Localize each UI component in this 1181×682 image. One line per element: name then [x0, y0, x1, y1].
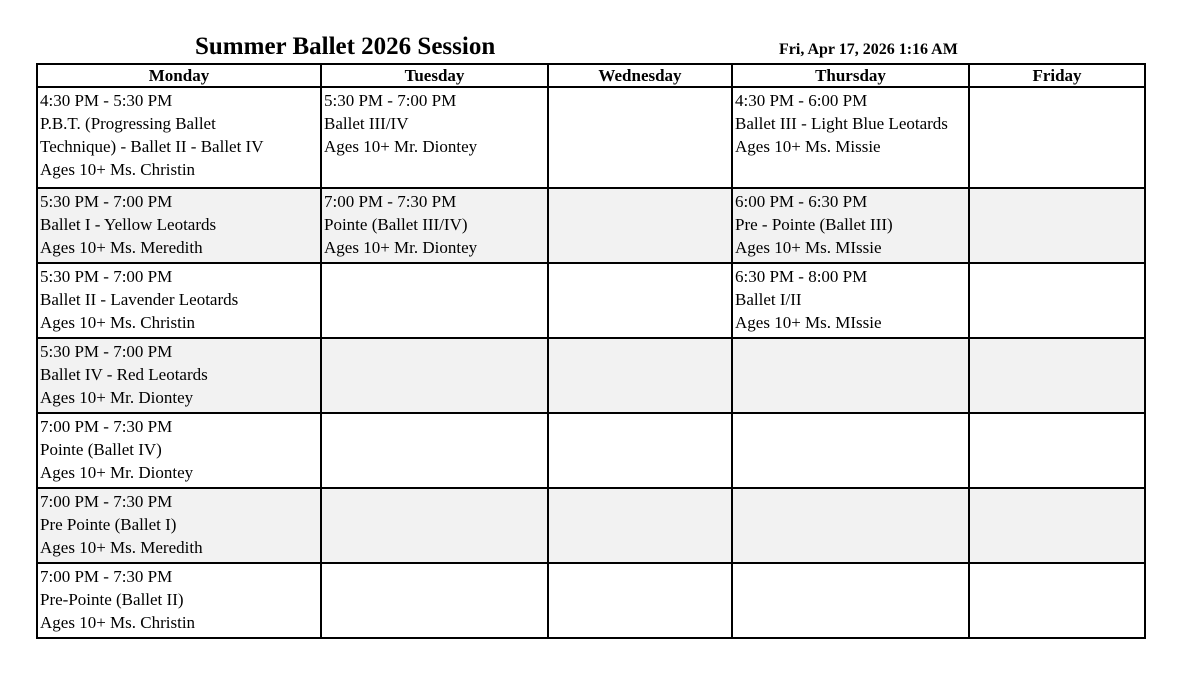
- class-name: Ballet II - Lavender Leotards: [40, 290, 239, 309]
- class-instructor: Ages 10+ Mr. Diontey: [40, 388, 194, 407]
- column-header-thursday: Thursday: [732, 64, 969, 87]
- class-time: 4:30 PM - 6:00 PM: [735, 91, 868, 110]
- class-instructor: Ages 10+ Ms. MIssie: [735, 313, 882, 332]
- class-name: Ballet I - Yellow Leotards: [40, 215, 217, 234]
- print-timestamp: Fri, Apr 17, 2026 1:16 AM: [779, 41, 958, 58]
- empty-cell-wednesday: [548, 563, 732, 638]
- class-cell-tuesday: [321, 87, 548, 188]
- empty-cell-thursday: [732, 563, 969, 638]
- class-cell-thursday: [732, 87, 969, 188]
- class-cell-monday: [37, 263, 321, 338]
- empty-cell-friday: [969, 488, 1145, 563]
- class-instructor: Ages 10+ Mr. Diontey: [324, 238, 478, 257]
- class-time: 7:00 PM - 7:30 PM: [40, 567, 173, 586]
- empty-cell-tuesday: [321, 488, 548, 563]
- class-cell-monday: [37, 188, 321, 263]
- column-header-tuesday: Tuesday: [321, 64, 548, 87]
- empty-cell-tuesday: [321, 263, 548, 338]
- empty-cell-thursday: [732, 338, 969, 413]
- class-instructor: Ages 10+ Ms. Meredith: [40, 538, 203, 557]
- class-cell-monday: [37, 338, 321, 413]
- empty-cell-friday: [969, 87, 1145, 188]
- empty-cell-thursday: [732, 413, 969, 488]
- class-name: Pre - Pointe (Ballet III): [735, 215, 893, 234]
- empty-cell-wednesday: [548, 338, 732, 413]
- class-name: Ballet III/IV: [324, 114, 409, 133]
- schedule-table: [36, 63, 1146, 639]
- class-name: Pre-Pointe (Ballet II): [40, 590, 184, 609]
- empty-cell-friday: [969, 413, 1145, 488]
- class-name: Ballet III - Light Blue Leotards: [735, 114, 948, 133]
- class-instructor: Ages 10+ Ms. Christin: [40, 160, 196, 179]
- class-time: 7:00 PM - 7:30 PM: [40, 492, 173, 511]
- class-instructor: Ages 10+ Mr. Diontey: [324, 137, 478, 156]
- table-row: [37, 413, 1145, 488]
- header-row: [37, 64, 1145, 87]
- table-row: [37, 263, 1145, 338]
- class-instructor: Ages 10+ Ms. Christin: [40, 613, 196, 632]
- class-time: 6:00 PM - 6:30 PM: [735, 192, 868, 211]
- page-title: Summer Ballet 2026 Session: [195, 33, 496, 60]
- class-time: 5:30 PM - 7:00 PM: [40, 267, 173, 286]
- empty-cell-friday: [969, 263, 1145, 338]
- table-row: [37, 338, 1145, 413]
- class-name: Pointe (Ballet III/IV): [324, 215, 468, 234]
- class-time: 5:30 PM - 7:00 PM: [324, 91, 457, 110]
- class-time: 5:30 PM - 7:00 PM: [40, 342, 173, 361]
- class-cell-monday: [37, 563, 321, 638]
- empty-cell-wednesday: [548, 413, 732, 488]
- column-header-monday: Monday: [37, 64, 321, 87]
- class-instructor: Ages 10+ Ms. Christin: [40, 313, 196, 332]
- empty-cell-tuesday: [321, 338, 548, 413]
- class-name: Pre Pointe (Ballet I): [40, 515, 177, 534]
- class-cell-thursday: [732, 263, 969, 338]
- table-row: [37, 87, 1145, 188]
- empty-cell-tuesday: [321, 563, 548, 638]
- class-cell-tuesday: [321, 188, 548, 263]
- empty-cell-wednesday: [548, 188, 732, 263]
- class-time: 6:30 PM - 8:00 PM: [735, 267, 868, 286]
- class-name: P.B.T. (Progressing Ballet: [40, 114, 216, 133]
- class-name: Ballet I/II: [735, 290, 802, 309]
- class-instructor: Ages 10+ Mr. Diontey: [40, 463, 194, 482]
- empty-cell-wednesday: [548, 263, 732, 338]
- table-row: [37, 563, 1145, 638]
- class-cell-thursday: [732, 188, 969, 263]
- class-cell-monday: [37, 488, 321, 563]
- class-time: 7:00 PM - 7:30 PM: [40, 417, 173, 436]
- empty-cell-friday: [969, 188, 1145, 263]
- class-instructor: Ages 10+ Ms. Missie: [735, 137, 881, 156]
- table-row: [37, 188, 1145, 263]
- empty-cell-tuesday: [321, 413, 548, 488]
- class-cell-monday: [37, 413, 321, 488]
- class-name-continued: Technique) - Ballet II - Ballet IV: [40, 137, 264, 156]
- empty-cell-wednesday: [548, 87, 732, 188]
- class-time: 4:30 PM - 5:30 PM: [40, 91, 173, 110]
- column-header-wednesday: Wednesday: [548, 64, 732, 87]
- class-instructor: Ages 10+ Ms. Meredith: [40, 238, 203, 257]
- column-header-friday: Friday: [969, 64, 1145, 87]
- empty-cell-thursday: [732, 488, 969, 563]
- table-row: [37, 488, 1145, 563]
- class-time: 5:30 PM - 7:00 PM: [40, 192, 173, 211]
- empty-cell-friday: [969, 563, 1145, 638]
- class-name: Ballet IV - Red Leotards: [40, 365, 208, 384]
- empty-cell-friday: [969, 338, 1145, 413]
- class-cell-monday: [37, 87, 321, 188]
- class-instructor: Ages 10+ Ms. MIssie: [735, 238, 882, 257]
- empty-cell-wednesday: [548, 488, 732, 563]
- class-name: Pointe (Ballet IV): [40, 440, 162, 459]
- class-time: 7:00 PM - 7:30 PM: [324, 192, 457, 211]
